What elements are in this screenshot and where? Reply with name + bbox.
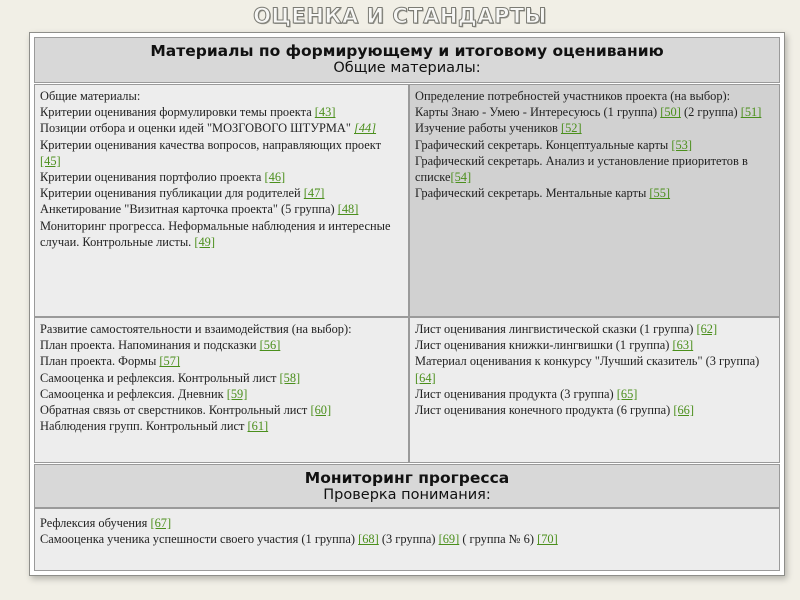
item-text: Критерии оценивания публикации для родителей <box>40 186 304 201</box>
list-item <box>40 515 775 531</box>
resource-link[interactable]: [61] <box>247 419 269 434</box>
resource-link[interactable]: [66] <box>673 403 694 418</box>
item-text: Общие материалы: <box>40 89 141 103</box>
list-item <box>40 337 404 353</box>
item-text: (3 группа) <box>378 532 439 547</box>
resource-link[interactable]: [57] <box>159 354 181 369</box>
resource-link[interactable]: [56] <box>259 338 281 353</box>
item-text: Изучение работы учеников <box>415 121 561 136</box>
list-item <box>40 353 404 369</box>
item-text: ( группа № 6) <box>459 532 538 547</box>
section-header-monitoring <box>34 464 780 508</box>
cell-reflection <box>34 508 780 571</box>
list-item <box>415 137 775 153</box>
resource-link[interactable]: [64] <box>415 370 436 385</box>
section-header-materials <box>34 37 780 83</box>
list-item <box>415 104 775 120</box>
resource-link[interactable]: [62] <box>696 322 718 336</box>
list-item <box>40 402 404 418</box>
item-text: Критерии оценивания формулировки темы проекта <box>40 105 315 120</box>
list-item <box>40 531 775 547</box>
list-item <box>415 88 775 104</box>
resource-link[interactable]: [65] <box>616 386 638 401</box>
item-text: План проекта. Формы <box>40 354 160 369</box>
item-text: Самооценка и рефлексия. Контрольный лист <box>40 370 280 385</box>
resource-link[interactable]: [70] <box>537 532 558 547</box>
resource-link[interactable]: [55] <box>649 186 671 201</box>
resource-link[interactable]: [58] <box>279 370 301 385</box>
item-text: Графический секретарь. Ментальные карты <box>415 186 650 201</box>
section-subtitle-general: Общие материалы: <box>333 60 481 76</box>
resource-link[interactable]: [60] <box>310 403 332 418</box>
cell-product-evaluation <box>409 317 780 463</box>
list-item <box>40 185 404 201</box>
slide-title: ОЦЕНКА И СТАНДАРТЫ <box>253 4 547 28</box>
cell-general-materials <box>34 84 409 317</box>
item-text: Лист оценивания книжки-лингвишки (1 группа) <box>415 338 673 353</box>
item-text: Определение потребностей участников проекта (на выбор): <box>415 89 731 103</box>
list-item <box>415 120 775 136</box>
section-title-materials: Материалы по формирующему и итоговому оцениванию <box>150 42 664 60</box>
cell-needs-assessment <box>409 84 780 317</box>
item-text: Рефлексия обучения <box>40 516 151 530</box>
list-item <box>40 218 404 250</box>
item-text: Мониторинг прогресса. Неформальные наблюдения и интересные случаи. Контрольные листы. <box>40 218 391 249</box>
resource-link[interactable]: [48] <box>337 202 359 217</box>
item-text: Лист оценивания лингвистической сказки (1 группа) <box>415 322 697 336</box>
list-item <box>415 353 775 385</box>
list-item <box>40 169 404 185</box>
resource-link[interactable]: [52] <box>560 121 582 136</box>
item-text: Графический секретарь. Концептуальные карты <box>415 137 672 152</box>
resource-link[interactable]: [69] <box>438 532 460 547</box>
section-title-monitoring: Мониторинг прогресса <box>304 469 510 487</box>
resource-link[interactable]: [50] <box>660 105 681 120</box>
list-item <box>415 337 775 353</box>
list-item <box>415 321 775 337</box>
item-text: Самооценка и рефлексия. Дневник <box>40 386 227 401</box>
resource-link[interactable]: [44] <box>354 121 377 136</box>
item-text: (2 группа) <box>680 105 741 120</box>
item-text: План проекта. Напоминания и подсказки <box>40 338 260 353</box>
resource-link[interactable]: [49] <box>194 234 215 249</box>
resource-link[interactable]: [63] <box>672 338 694 353</box>
item-text: Карты Знаю - Умею - Интересуюсь (1 группа) <box>415 105 661 120</box>
item-text: Наблюдения групп. Контрольный лист <box>40 419 248 434</box>
resource-link[interactable]: [43] <box>314 105 336 120</box>
list-item <box>415 386 775 402</box>
item-text: Лист оценивания конечного продукта (6 группа) <box>415 403 674 418</box>
resource-link[interactable]: [47] <box>303 186 325 201</box>
resource-link[interactable]: [54] <box>450 170 472 185</box>
resource-link[interactable]: [68] <box>358 532 379 547</box>
list-item <box>40 120 404 136</box>
cell-independence <box>34 317 409 463</box>
list-item <box>40 418 404 434</box>
item-text: Критерии оценивания качества вопросов, направляющих проект <box>40 137 382 152</box>
list-item <box>40 201 404 217</box>
item-text: Анкетирование "Визитная карточка проекта" (5 группа) <box>40 202 338 217</box>
list-item <box>415 185 775 201</box>
item-text: Графический секретарь. Анализ и установление приоритетов в списке <box>415 153 748 185</box>
item-text: Позиции отбора и оценки идей "МОЗГОВОГО ШТУРМА" <box>40 121 354 136</box>
item-text: Лист оценивания продукта (3 группа) <box>415 386 617 401</box>
resource-link[interactable]: [51] <box>740 105 762 120</box>
item-text: Материал оценивания к конкурсу "Лучший сказитель" (3 группа) <box>415 354 760 369</box>
list-item <box>40 321 404 337</box>
list-item <box>415 153 775 185</box>
list-item <box>40 137 404 169</box>
section-subtitle-understanding: Проверка понимания: <box>323 487 491 503</box>
item-text: Самооценка ученика успешности своего участия (1 группа) <box>40 532 359 547</box>
resource-link[interactable]: [46] <box>264 170 286 185</box>
resource-link[interactable]: [67] <box>150 516 172 530</box>
item-text: Развитие самостоятельности и взаимодействия (на выбор): <box>40 322 352 336</box>
item-text: Обратная связь от сверстников. Контрольный лист <box>40 403 311 418</box>
resource-link[interactable]: [59] <box>226 386 248 401</box>
list-item <box>40 386 404 402</box>
list-item <box>415 402 775 418</box>
resource-link[interactable]: [53] <box>671 137 692 152</box>
list-item <box>40 370 404 386</box>
resource-link[interactable]: [45] <box>40 153 61 168</box>
materials-card <box>29 32 785 576</box>
list-item <box>40 88 404 104</box>
list-item <box>40 104 404 120</box>
item-text: Критерии оценивания портфолио проекта <box>40 170 265 185</box>
